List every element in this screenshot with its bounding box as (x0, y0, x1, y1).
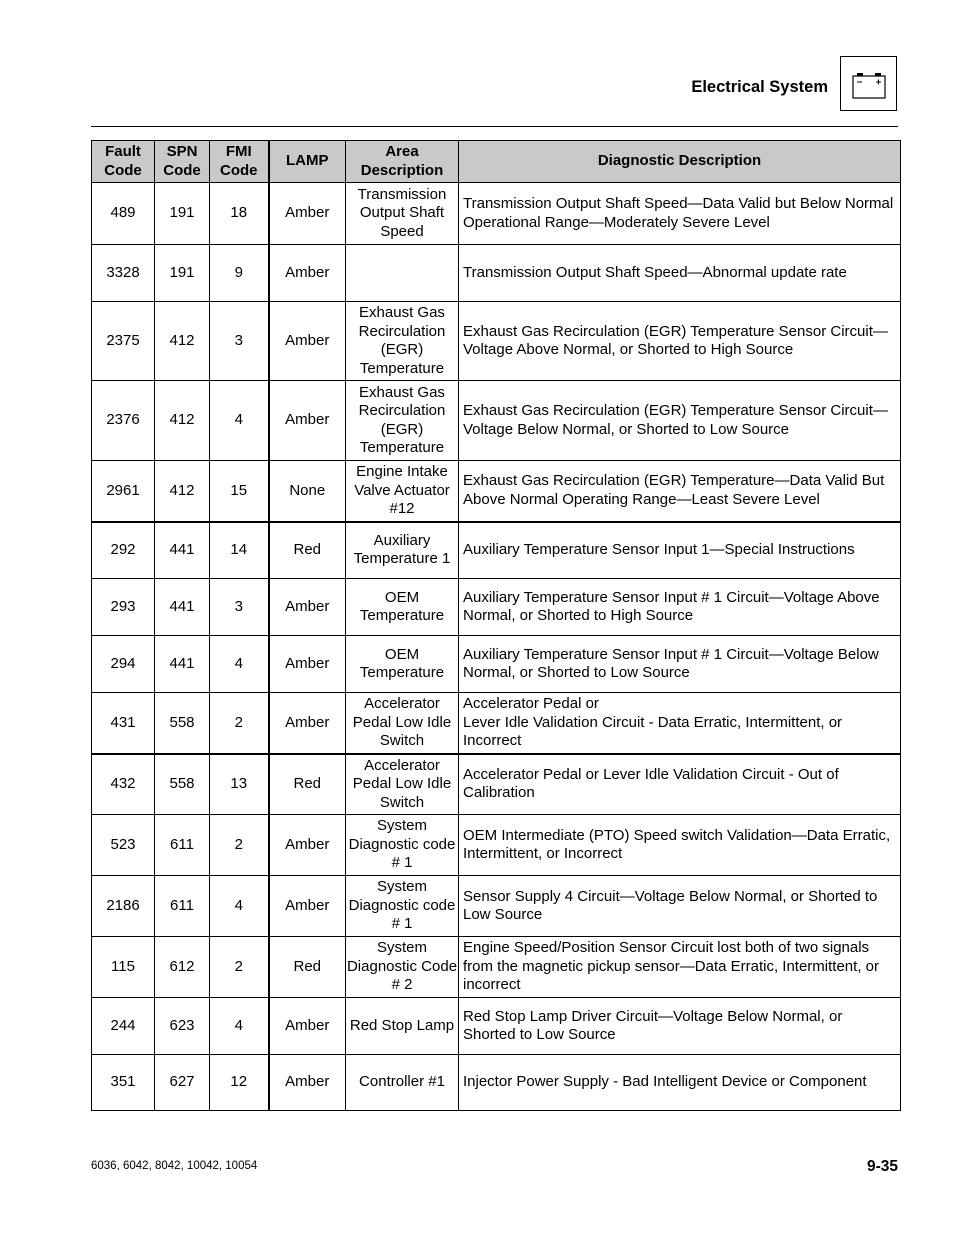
lamp-cell: Amber (269, 381, 346, 461)
column-header-fmi-code: FMI Code (210, 141, 269, 183)
header-divider (91, 126, 898, 127)
column-header-lamp: LAMP (269, 141, 346, 183)
diagnostic-description-cell: Transmission Output Shaft Speed—Data Valid but Below Normal Operational Range—Moderately Severe Level (459, 183, 901, 245)
lamp-cell: Amber (269, 1055, 346, 1111)
spn-code-cell: 412 (155, 302, 210, 381)
area-description-cell: Auxiliary Temperature 1 (346, 522, 459, 579)
area-description-cell: OEM Temperature (346, 636, 459, 693)
lamp-cell: Amber (269, 302, 346, 381)
lamp-cell: Amber (269, 815, 346, 876)
spn-code-cell: 558 (155, 754, 210, 815)
fmi-code-cell: 4 (210, 998, 269, 1055)
area-description-cell: Engine Intake Valve Actuator #12 (346, 461, 459, 522)
fault-code-cell: 115 (92, 937, 155, 998)
diagnostic-description-cell: Accelerator Pedal or Lever Idle Validation Circuit - Out of Calibration (459, 754, 901, 815)
fault-code-cell: 2375 (92, 302, 155, 381)
spn-code-cell: 627 (155, 1055, 210, 1111)
fmi-code-cell: 9 (210, 245, 269, 302)
table-row (92, 937, 901, 998)
fault-code-cell: 2186 (92, 876, 155, 937)
table-row (92, 876, 901, 937)
fmi-code-cell: 2 (210, 815, 269, 876)
table-row (92, 522, 901, 579)
spn-code-cell: 611 (155, 876, 210, 937)
table-row (92, 579, 901, 636)
fault-code-cell: 2376 (92, 381, 155, 461)
table-row (92, 815, 901, 876)
diagnostic-description-cell: Transmission Output Shaft Speed—Abnormal update rate (459, 245, 901, 302)
battery-icon (840, 56, 897, 111)
lamp-cell: Amber (269, 876, 346, 937)
diagnostic-description-cell: Auxiliary Temperature Sensor Input 1—Special Instructions (459, 522, 901, 579)
diagnostic-description-cell: Injector Power Supply - Bad Intelligent Device or Component (459, 1055, 901, 1111)
area-description-cell: System Diagnostic Code # 2 (346, 937, 459, 998)
spn-code-cell: 612 (155, 937, 210, 998)
area-description-cell: Red Stop Lamp (346, 998, 459, 1055)
spn-code-cell: 412 (155, 381, 210, 461)
table-row (92, 302, 901, 381)
spn-code-cell: 611 (155, 815, 210, 876)
fault-code-cell: 3328 (92, 245, 155, 302)
lamp-cell: Red (269, 754, 346, 815)
table-row (92, 461, 901, 522)
column-header-area-description: Area Description (346, 141, 459, 183)
model-numbers: 6036, 6042, 8042, 10042, 10054 (91, 1160, 258, 1172)
lamp-cell: Red (269, 522, 346, 579)
fmi-code-cell: 15 (210, 461, 269, 522)
column-header-fault-code: Fault Code (92, 141, 155, 183)
fmi-code-cell: 4 (210, 876, 269, 937)
fault-code-cell: 523 (92, 815, 155, 876)
diagnostic-description-cell: Red Stop Lamp Driver Circuit—Voltage Below Normal, or Shorted to Low Source (459, 998, 901, 1055)
table-row (92, 381, 901, 461)
lamp-cell: Amber (269, 998, 346, 1055)
area-description-cell: Controller #1 (346, 1055, 459, 1111)
diagnostic-description-cell: Accelerator Pedal or Lever Idle Validation Circuit - Data Erratic, Intermittent, or Incorrect (459, 693, 901, 754)
fault-code-cell: 244 (92, 998, 155, 1055)
area-description-cell: Exhaust Gas Recirculation (EGR) Temperature (346, 302, 459, 381)
fmi-code-cell: 4 (210, 636, 269, 693)
diagnostic-description-cell: Auxiliary Temperature Sensor Input # 1 Circuit—Voltage Above Normal, or Shorted to High Source (459, 579, 901, 636)
area-description-cell: Accelerator Pedal Low Idle Switch (346, 693, 459, 754)
spn-code-cell: 441 (155, 522, 210, 579)
fmi-code-cell: 14 (210, 522, 269, 579)
area-description-cell: Transmission Output Shaft Speed (346, 183, 459, 245)
area-description-cell: Accelerator Pedal Low Idle Switch (346, 754, 459, 815)
fmi-code-cell: 4 (210, 381, 269, 461)
lamp-cell: Amber (269, 636, 346, 693)
page-number: 9-35 (866, 1158, 898, 1175)
spn-code-cell: 623 (155, 998, 210, 1055)
lamp-cell: Amber (269, 579, 346, 636)
spn-code-cell: 191 (155, 183, 210, 245)
table-row (92, 1055, 901, 1111)
fault-code-cell: 432 (92, 754, 155, 815)
table-row (92, 693, 901, 754)
table-row (92, 245, 901, 302)
fmi-code-cell: 18 (210, 183, 269, 245)
spn-code-cell: 191 (155, 245, 210, 302)
fault-code-cell: 351 (92, 1055, 155, 1111)
spn-code-cell: 412 (155, 461, 210, 522)
column-header-diagnostic-description: Diagnostic Description (459, 141, 901, 183)
table-row (92, 754, 901, 815)
lamp-cell: Amber (269, 245, 346, 302)
lamp-cell: Red (269, 937, 346, 998)
table-row (92, 636, 901, 693)
spn-code-cell: 441 (155, 579, 210, 636)
fault-code-cell: 293 (92, 579, 155, 636)
fault-code-cell: 294 (92, 636, 155, 693)
diagnostic-description-cell: Exhaust Gas Recirculation (EGR) Temperature Sensor Circuit— Voltage Below Normal, or Shorted to Low Source (459, 381, 901, 461)
area-description-cell: OEM Temperature (346, 579, 459, 636)
area-description-cell: System Diagnostic code # 1 (346, 815, 459, 876)
diagnostic-description-cell: Exhaust Gas Recirculation (EGR) Temperature Sensor Circuit— Voltage Above Normal, or Shorted to High Source (459, 302, 901, 381)
diagnostic-description-cell: Auxiliary Temperature Sensor Input # 1 Circuit—Voltage Below Normal, or Shorted to Low Source (459, 636, 901, 693)
spn-code-cell: 558 (155, 693, 210, 754)
spn-code-cell: 441 (155, 636, 210, 693)
diagnostic-description-cell: Sensor Supply 4 Circuit—Voltage Below Normal, or Shorted to Low Source (459, 876, 901, 937)
table-row (92, 998, 901, 1055)
lamp-cell: None (269, 461, 346, 522)
diagnostic-description-cell: Engine Speed/Position Sensor Circuit lost both of two signals from the magnetic pickup sensor—Data Erratic, Intermittent, or incorrect (459, 937, 901, 998)
area-description-cell (346, 245, 459, 302)
area-description-cell: Exhaust Gas Recirculation (EGR) Temperature (346, 381, 459, 461)
fault-code-cell: 489 (92, 183, 155, 245)
table-row (92, 183, 901, 245)
diagnostic-description-cell: Exhaust Gas Recirculation (EGR) Temperature—Data Valid But Above Normal Operating Range—Least Severe Level (459, 461, 901, 522)
fault-code-table (91, 140, 901, 1111)
fmi-code-cell: 3 (210, 302, 269, 381)
fault-code-cell: 431 (92, 693, 155, 754)
fault-code-cell: 292 (92, 522, 155, 579)
diagnostic-description-cell: OEM Intermediate (PTO) Speed switch Validation—Data Erratic, Intermittent, or Incorrect (459, 815, 901, 876)
fmi-code-cell: 3 (210, 579, 269, 636)
fmi-code-cell: 2 (210, 693, 269, 754)
fault-code-cell: 2961 (92, 461, 155, 522)
lamp-cell: Amber (269, 183, 346, 245)
column-header-spn-code: SPN Code (155, 141, 210, 183)
fmi-code-cell: 2 (210, 937, 269, 998)
lamp-cell: Amber (269, 693, 346, 754)
fmi-code-cell: 13 (210, 754, 269, 815)
table-header-row (92, 141, 901, 183)
fmi-code-cell: 12 (210, 1055, 269, 1111)
section-title: Electrical System (691, 78, 828, 96)
area-description-cell: System Diagnostic code # 1 (346, 876, 459, 937)
